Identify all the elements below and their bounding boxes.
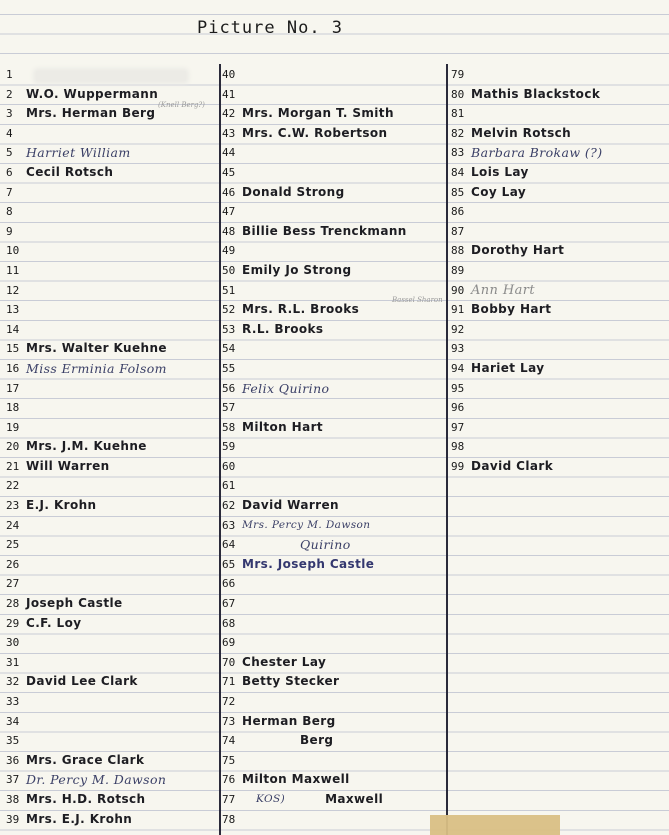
list-item (222, 594, 444, 614)
list-item (222, 496, 444, 516)
list-item (6, 143, 216, 163)
list-item (222, 712, 444, 732)
entry-number: 82 (451, 126, 465, 140)
entry-number: 46 (222, 185, 236, 199)
list-item (222, 183, 444, 203)
entry-number: 30 (6, 636, 20, 650)
list-item (222, 653, 444, 673)
entry-name: Chester Lay (242, 654, 327, 669)
list-item (222, 476, 444, 496)
list-item (222, 124, 444, 144)
entry-name: Betty Stecker (242, 674, 340, 689)
entry-number: 76 (222, 773, 236, 787)
list-item (451, 261, 665, 281)
list-item (6, 614, 216, 634)
entry-number: 87 (451, 224, 465, 238)
list-item (222, 437, 444, 457)
entry-name: Miss Erminia Folsom (26, 360, 167, 376)
entry-name: R.L. Brooks (242, 321, 324, 336)
list-item (222, 261, 444, 281)
entry-number: 27 (6, 577, 20, 591)
entry-number: 61 (222, 479, 236, 493)
list-item (6, 379, 216, 399)
list-item (222, 202, 444, 222)
list-item (451, 124, 665, 144)
list-item (451, 398, 665, 418)
entry-number: 73 (222, 714, 236, 728)
list-item (222, 296, 444, 320)
entry-number: 80 (451, 87, 465, 101)
list-item (222, 143, 444, 163)
entry-number: 64 (222, 538, 236, 552)
entry-number: 92 (451, 322, 465, 336)
tape-strip (430, 815, 560, 835)
entry-name: Mrs. Morgan T. Smith (242, 106, 394, 121)
entry-name: Dorothy Hart (471, 243, 565, 258)
entry-number: 95 (451, 381, 465, 395)
entry-number: 15 (6, 342, 20, 356)
list-item (6, 574, 216, 594)
list-item (6, 555, 216, 575)
column-1 (6, 65, 216, 829)
entry-name: Lois Lay (471, 164, 529, 179)
entry-number: 90 (451, 283, 465, 297)
entry-name: Ann Hart (471, 282, 535, 298)
list-item (6, 535, 216, 555)
entry-number: 31 (6, 655, 20, 669)
entry-number: 3 (6, 107, 13, 121)
entry-number: 51 (222, 283, 236, 297)
entry-name: Billie Bess Trenckmann (242, 223, 407, 238)
list-item (6, 437, 216, 457)
entry-name: Mrs. J.M. Kuehne (26, 439, 147, 454)
entry-number: 38 (6, 792, 20, 806)
entry-name: Barbara Brokaw (?) (471, 145, 603, 161)
entry-name: E.J. Krohn (26, 498, 97, 513)
entry-name: Mrs. Grace Clark (26, 752, 145, 767)
entry-number: 20 (6, 440, 20, 454)
entry-number: 54 (222, 342, 236, 356)
list-item (222, 751, 444, 771)
list-item (222, 359, 444, 379)
entry-number: 78 (222, 812, 236, 826)
entry-name: David Clark (471, 458, 554, 473)
entry-name: Harriet William (26, 145, 131, 161)
list-item (6, 692, 216, 712)
list-item (6, 124, 216, 144)
entry-number: 26 (6, 557, 20, 571)
list-item (451, 339, 665, 359)
list-item (6, 457, 216, 477)
list-item (6, 359, 216, 379)
entry-number: 56 (222, 381, 236, 395)
entry-number: 74 (222, 734, 236, 748)
list-item (222, 574, 444, 594)
list-item (6, 339, 216, 359)
list-item (451, 437, 665, 457)
entry-number: 24 (6, 518, 20, 532)
entry-name: Mrs. Joseph Castle (242, 556, 375, 571)
list-item (451, 85, 665, 105)
list-item (222, 104, 444, 124)
list-item (6, 810, 216, 830)
entry-number: 39 (6, 812, 20, 826)
entry-number: 14 (6, 322, 20, 336)
entry-number: 66 (222, 577, 236, 591)
margin-note: Bassel Sharon (392, 296, 443, 305)
list-item (222, 457, 444, 477)
list-item (451, 104, 665, 124)
list-item (451, 65, 665, 85)
entry-name: Maxwell (325, 791, 384, 806)
entry-name: David Lee Clark (26, 674, 138, 689)
list-item (6, 261, 216, 281)
entry-number: 97 (451, 420, 465, 434)
entry-number: 62 (222, 499, 236, 513)
entry-name: Coy Lay (471, 184, 527, 199)
entry-number: 45 (222, 165, 236, 179)
list-item (6, 241, 216, 261)
entry-number: 60 (222, 459, 236, 473)
entry-name: Milton Maxwell (242, 772, 350, 787)
entry-number: 23 (6, 499, 20, 513)
entry-number: 91 (451, 303, 465, 317)
list-item (451, 163, 665, 183)
entry-name: Felix Quirino (242, 380, 330, 396)
list-item (6, 496, 216, 516)
entry-number: 47 (222, 205, 236, 219)
list-item (222, 731, 444, 751)
list-item (222, 163, 444, 183)
entry-number: 86 (451, 205, 465, 219)
entry-number: 29 (6, 616, 20, 630)
entry-name: C.F. Loy (26, 615, 82, 630)
entry-name: Mrs. R.L. Brooks (242, 302, 360, 317)
entry-number: 69 (222, 636, 236, 650)
entry-number: 84 (451, 165, 465, 179)
entry-name: W.O. Wuppermann (26, 86, 159, 101)
list-item (6, 790, 216, 810)
entry-number: 71 (222, 675, 236, 689)
entry-name: Berg (300, 733, 334, 748)
entry-number: 13 (6, 303, 20, 317)
entry-number: 19 (6, 420, 20, 434)
list-item (222, 339, 444, 359)
entry-name: Quirino (300, 537, 351, 553)
entry-number: 59 (222, 440, 236, 454)
entry-name: Mrs. Herman Berg (26, 106, 156, 121)
list-item (222, 320, 444, 340)
list-item (451, 457, 665, 477)
entry-number: 11 (6, 263, 20, 277)
entry-number: 94 (451, 361, 465, 375)
entry-number: 93 (451, 342, 465, 356)
entry-number: 1 (6, 68, 13, 81)
list-item (6, 281, 216, 301)
redacted-name (36, 71, 186, 81)
column-3 (451, 65, 665, 476)
entry-name: Hariet Lay (471, 360, 545, 375)
list-item (6, 751, 216, 771)
list-item (6, 712, 216, 732)
list-item (451, 281, 665, 301)
list-item (451, 222, 665, 242)
list-item (222, 614, 444, 634)
entry-name: Mrs. Percy M. Dawson (242, 518, 371, 531)
entry-number: 16 (6, 361, 20, 375)
entry-number: 7 (6, 185, 13, 199)
entry-number: 75 (222, 753, 236, 767)
entry-number: 37 (6, 773, 20, 787)
entry-number: 81 (451, 107, 465, 121)
list-item (222, 770, 444, 790)
entry-number: 5 (6, 146, 13, 160)
entry-number: 44 (222, 146, 236, 160)
entry-number: 17 (6, 381, 20, 395)
entry-number: 2 (6, 87, 13, 101)
list-item (222, 418, 444, 438)
list-item (222, 555, 444, 575)
entry-number: 41 (222, 87, 236, 101)
entry-name: Cecil Rotsch (26, 164, 114, 179)
list-item (222, 65, 444, 85)
list-item (451, 143, 665, 163)
entry-name: Mrs. H.D. Rotsch (26, 791, 146, 806)
entry-name: Mathis Blackstock (471, 86, 601, 101)
list-item (6, 222, 216, 242)
entry-number: 63 (222, 518, 236, 532)
entry-number: 22 (6, 479, 20, 493)
entry-number: 33 (6, 695, 20, 708)
entry-number: 70 (222, 655, 236, 669)
list-item (451, 202, 665, 222)
entry-number: 68 (222, 616, 236, 630)
entry-name: Herman Berg (242, 713, 336, 728)
list-item (451, 183, 665, 203)
entry-number: 18 (6, 401, 20, 415)
entry-number: 48 (222, 224, 236, 238)
list-item (6, 731, 216, 751)
list-item (451, 359, 665, 379)
entry-name: Melvin Rotsch (471, 125, 572, 140)
list-item (6, 65, 216, 85)
entry-number: 89 (451, 263, 465, 277)
list-item (6, 633, 216, 653)
entry-number: 57 (222, 401, 236, 415)
entry-number: 65 (222, 557, 236, 571)
list-item (222, 379, 444, 399)
page-title: Picture No. 3 (196, 18, 344, 38)
entry-number: 52 (222, 303, 236, 317)
entry-number: 79 (451, 68, 465, 81)
entry-number: 25 (6, 538, 20, 552)
entry-name: Mrs. C.W. Robertson (242, 125, 388, 140)
entry-number: 58 (222, 420, 236, 434)
entry-number: 53 (222, 322, 236, 336)
column-2 (222, 65, 444, 829)
entry-number: 72 (222, 695, 236, 708)
list-item (222, 692, 444, 712)
entry-number: 34 (6, 714, 20, 728)
list-item (6, 516, 216, 536)
list-item (451, 241, 665, 261)
list-item (222, 516, 444, 536)
entry-number: 83 (451, 146, 465, 160)
entry-number: 55 (222, 361, 236, 375)
entry-name: Will Warren (26, 458, 110, 473)
list-item (6, 476, 216, 496)
list-item (6, 320, 216, 340)
entry-name: Donald Strong (242, 184, 345, 199)
list-item (222, 790, 444, 810)
list-item (222, 241, 444, 261)
list-item (6, 653, 216, 673)
entry-number: 88 (451, 244, 465, 258)
entry-number: 9 (6, 224, 13, 238)
list-item (6, 101, 216, 124)
list-item (6, 594, 216, 614)
entry-name: Bobby Hart (471, 302, 552, 317)
list-item (222, 222, 444, 242)
list-item (222, 535, 444, 555)
entry-number: 21 (6, 459, 20, 473)
list-item (222, 633, 444, 653)
list-item (222, 672, 444, 692)
list-item (222, 810, 444, 830)
entry-name: Joseph Castle (26, 596, 123, 611)
entry-number: 99 (451, 459, 465, 473)
list-item (451, 300, 665, 320)
list-item (6, 202, 216, 222)
entry-name: Mrs. E.J. Krohn (26, 811, 133, 826)
margin-note: (Knell Berg?) (158, 101, 205, 110)
list-item (6, 770, 216, 790)
entry-name: Dr. Percy M. Dawson (26, 772, 167, 788)
entry-name: David Warren (242, 498, 339, 513)
list-item (6, 398, 216, 418)
entry-number: 77 (222, 792, 236, 806)
entry-number: 28 (6, 597, 20, 611)
list-item (222, 85, 444, 105)
entry-name: Emily Jo Strong (242, 262, 352, 277)
entry-name: Mrs. Walter Kuehne (26, 341, 167, 356)
list-item (6, 163, 216, 183)
entry-prefix: KOS) (256, 792, 286, 805)
entry-number: 6 (6, 165, 13, 179)
entry-number: 42 (222, 107, 236, 121)
entry-number: 43 (222, 126, 236, 140)
list-item (451, 418, 665, 438)
list-item (6, 672, 216, 692)
entry-number: 85 (451, 185, 465, 199)
list-item (6, 418, 216, 438)
entry-number: 4 (6, 126, 13, 140)
list-item (451, 379, 665, 399)
column-divider-right (446, 64, 448, 835)
entry-number: 49 (222, 244, 236, 258)
entry-number: 96 (451, 401, 465, 415)
entry-number: 32 (6, 675, 20, 689)
entry-number: 98 (451, 440, 465, 454)
entry-name: Milton Hart (242, 419, 324, 434)
list-item (6, 183, 216, 203)
column-divider-left (219, 64, 221, 835)
entry-number: 36 (6, 753, 20, 767)
entry-number: 35 (6, 734, 20, 748)
list-item (222, 398, 444, 418)
list-item (6, 300, 216, 320)
entry-number: 10 (6, 244, 20, 258)
entry-number: 40 (222, 68, 236, 81)
entry-number: 12 (6, 283, 20, 297)
entry-number: 50 (222, 263, 236, 277)
list-item (451, 320, 665, 340)
entry-number: 67 (222, 597, 236, 611)
entry-number: 8 (6, 205, 13, 219)
